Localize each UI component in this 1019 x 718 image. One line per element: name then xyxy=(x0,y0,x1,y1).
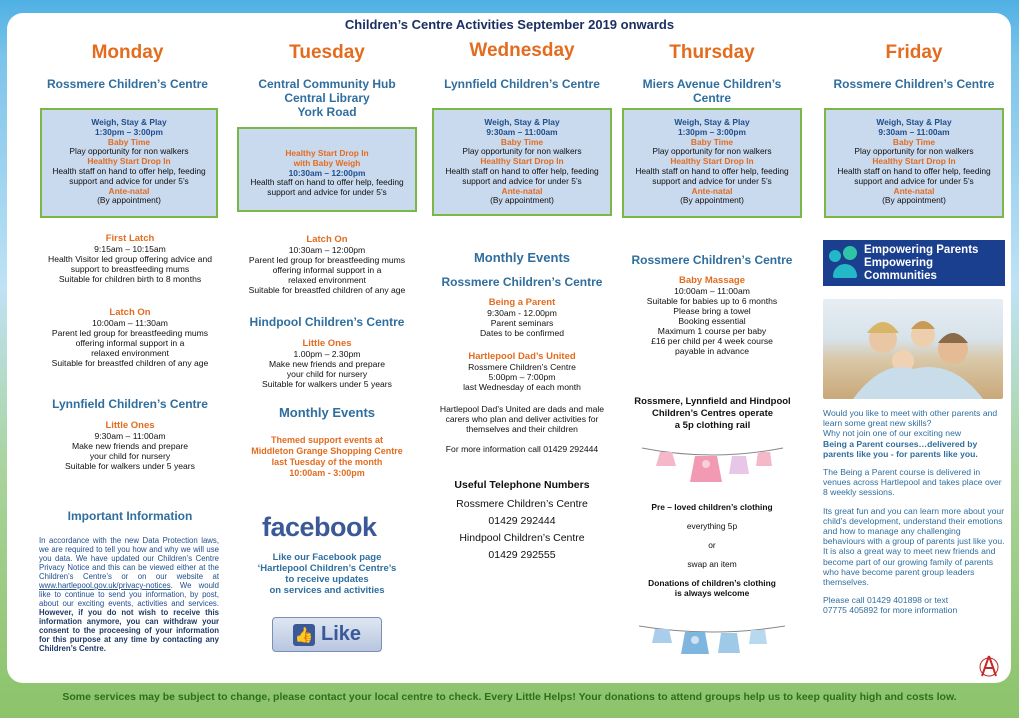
dads-united: Hartlepool Dad’s United Rossmere Children’s Centre 5:00pm – 7:00pm last Wednesday of each month xyxy=(463,351,581,392)
important-info-heading: Important Information xyxy=(67,509,193,523)
box-tuesday: Healthy Start Drop In with Baby Weigh 10:30am – 12:00pm Health staff on hand to offer help, feeding support and advice for under 5’s xyxy=(237,127,417,212)
footer-notice: Some services may be subject to change, please contact your local centre to check. Every Little Helps! Your donations to attend groups help us to keep quality high and costs low. xyxy=(62,691,957,703)
clothesline-illustration xyxy=(640,440,785,495)
phones-heading: Useful Telephone Numbers xyxy=(454,479,590,491)
monday-little-ones: Little Ones 9:30am – 11:00am Make new friends and prepare your child for nursery Suitable for walkers under 5 years xyxy=(65,420,195,471)
facebook-like-button[interactable]: 👍 Like xyxy=(272,617,382,652)
or-text: or xyxy=(708,540,716,550)
monday-lynnfield-heading: Lynnfield Children’s Centre xyxy=(52,397,208,411)
tuesday-themed-events: Themed support events at Middleton Grange Shopping Centre last Tuesday of the month 10:00am - 3:00pm xyxy=(251,435,403,478)
clothing-rail-heading: Rossmere, Lynnfield and Hindpool Children’s Centres operate a 5p clothing rail xyxy=(634,396,791,431)
thumbs-up-icon: 👍 xyxy=(293,624,315,646)
venue-wednesday: Lynnfield Children’s Centre xyxy=(444,77,600,91)
box-friday: Weigh, Stay & Play 9:30am – 11:00am Baby Time Play opportunity for non walkers Healthy Start Drop In Health staff on hand to offer help, feeding support and advice for under 5’s Ante-natal (By appointment) xyxy=(824,108,1004,218)
day-wednesday: Wednesday xyxy=(469,40,575,61)
phone-hindpool: Hindpool Children’s Centre 01429 292555 xyxy=(459,532,585,561)
wednesday-rossmere-heading: Rossmere Children’s Centre xyxy=(441,275,603,289)
family-photo xyxy=(823,299,1003,399)
venue-monday: Rossmere Children’s Centre xyxy=(47,77,208,91)
box-monday: Weigh, Stay & Play 1:30pm – 3:00pm Baby Time Play opportunity for non walkers Healthy Start Drop In Health staff on hand to offer help, feeding support and advice for under 5’s Ante-natal (By appointment) xyxy=(40,108,218,218)
baby-massage: Baby Massage 10:00am – 11:00am Suitable for babies up to 6 months Please bring a towel Booking essential Maximum 1 course per baby £16 per child per 4 week course payable in advance xyxy=(646,275,778,356)
monday-latch-on: Latch On 10:00am – 11:30am Parent led group for breastfeeding mums offering informal support in a relaxed environment Suitable for breastfed children of any age xyxy=(51,307,209,368)
day-thursday: Thursday xyxy=(669,42,755,63)
dads-description: Hartlepool Dad’s United are dads and male carers who plan and deliver activities for themselves and their children xyxy=(439,404,605,434)
privacy-notice: In accordance with the new Data Protection laws, we are required to tell you how and why we will use you data. We have updated our Children’s Centre Privacy Notice and this can be viewed either at the Children’s Centre’s or on our website at www.hartlepool.gov.uk/privacy-notices. We would like to continue to send you information, by post, about our exciting events, activities and services. However, if you do not wish to receive this information anymore, you can withdraw your consent to the proceesing of your information for this purpose at any time by contacting any Children’s Centre. xyxy=(39,536,219,653)
venue-friday: Rossmere Children’s Centre xyxy=(833,77,995,91)
facebook-promo: Like our Facebook page ‘Hartlepool Children’s Centre’s to receive updates on services and activities xyxy=(257,552,397,596)
being-a-parent: Being a Parent 9:30am - 12.00pm Parent seminars Dates to be confirmed xyxy=(479,297,565,338)
monday-first-latch: First Latch 9:15am – 10:15am Health Visitor led group offering advice and support to breastfeeding mums Suitable for children birth to 8 months xyxy=(47,233,213,284)
tuesday-hindpool-heading: Hindpool Children’s Centre xyxy=(249,315,405,329)
tuesday-monthly-events: Monthly Events xyxy=(278,405,376,420)
day-friday: Friday xyxy=(885,42,943,63)
swap-text: swap an item xyxy=(687,559,737,569)
empowering-parents-banner: Empowering Parents Empowering Communities xyxy=(823,240,1005,286)
facebook-logo: facebook xyxy=(262,512,377,542)
page-title: Children’s Centre Activities September 2019 onwards xyxy=(344,17,675,32)
phone-rossmere: Rossmere Children’s Centre 01429 292444 xyxy=(456,498,588,527)
wednesday-monthly-events: Monthly Events xyxy=(473,250,571,265)
people-icon xyxy=(827,246,860,280)
box-thursday: Weigh, Stay & Play 1:30pm – 3:00pm Baby Time Play opportunity for non walkers Healthy Start Drop In Health staff on hand to offer help, feeding support and advice for under 5’s Ante-natal (By appointment) xyxy=(622,108,802,218)
day-monday: Monday xyxy=(91,42,164,63)
everything-5p-text: everything 5p xyxy=(686,521,738,531)
box-wednesday: Weigh, Stay & Play 9:30am – 11:00am Baby Time Play opportunity for non walkers Healthy Start Drop In Health staff on hand to offer help, feeding support and advice for under 5’s Ante-natal (By appointment) xyxy=(432,108,612,216)
privacy-link[interactable]: www.hartlepool.gov.uk/privacy-notices xyxy=(39,581,171,590)
clothesline-illustration-blue xyxy=(637,620,787,668)
family-photo-illustration xyxy=(823,299,1003,399)
donations-text: Donations of children’s clothing is always welcome xyxy=(648,578,776,598)
tuesday-latch-on: Latch On 10:30am – 12:00pm Parent led group for breastfeeding mums offering informal support in a relaxed environment Suitable for breastfed children of any age xyxy=(248,234,406,295)
friday-info: Would you like to meet with other parents and learn some great new skills? Why not join one of our exciting new Being a Parent courses…delivered by parents like you - for parents like you. The Being a Parent course is delivered in venues across Hartlepool and takes place over 8 weekly sessions. Its great fun and you can learn more about your child’s development, understand their emotions and how to manage any challenging behaviours with a group of parents just like you. It is also a great way to meet new friends and become part of our growing family of parents who have become parent group leaders themselves. Please call 01429 401898 or text 07775 405892 for more information xyxy=(823,408,1005,616)
day-tuesday: Tuesday xyxy=(289,42,365,63)
preloved-text: Pre – loved children’s clothing xyxy=(651,502,773,512)
dads-info: For more information call 01429 292444 xyxy=(445,444,599,454)
council-logo-icon xyxy=(978,654,1000,678)
venue-tuesday: Central Community Hub Central Library York Road xyxy=(258,77,396,119)
thursday-rossmere-heading: Rossmere Children’s Centre xyxy=(631,253,793,267)
tuesday-little-ones: Little Ones 1.00pm – 2.30pm Make new friends and prepare your child for nursery Suitable for walkers under 5 years xyxy=(262,338,392,389)
venue-thursday: Miers Avenue Children’s Centre xyxy=(642,77,782,105)
